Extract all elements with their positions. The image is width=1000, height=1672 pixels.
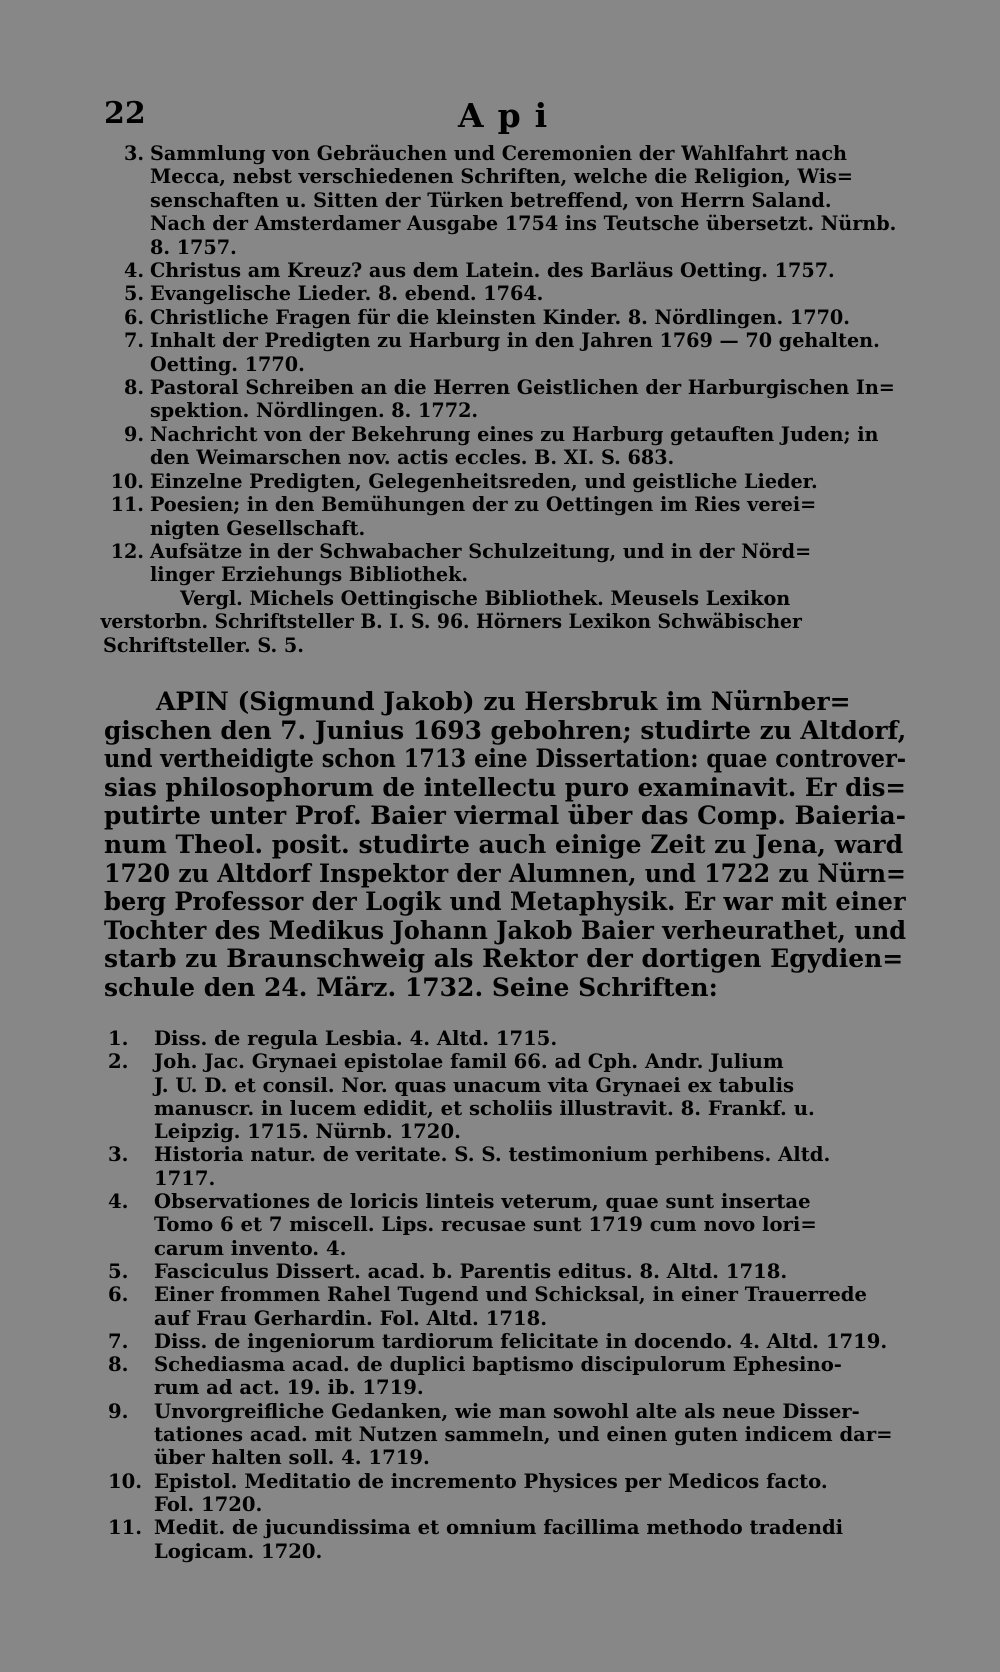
biography-line: schule den 24. März. 1732. Seine Schriften: xyxy=(104,972,718,1002)
work-number: 5. xyxy=(123,282,144,306)
work-entry xyxy=(0,1260,1000,1283)
page-header xyxy=(0,96,1000,136)
work-entry xyxy=(0,423,1000,470)
work-text-line: Joh. Jac. Grynaei epistolae famil 66. ad Cph. Andr. Julium xyxy=(154,1050,784,1074)
work-text-line: Aufsätze in der Schwabacher Schulzeitung, und in der Nörd= xyxy=(150,539,812,563)
work-text-line: Diss. de regula Lesbia. 4. Altd. 1715. xyxy=(154,1027,558,1050)
work-text-line: Diss. de ingeniorum tardiorum felicitate in docendo. 4. Altd. 1719. xyxy=(154,1329,888,1353)
work-number: 1. xyxy=(108,1027,129,1050)
work-number: 8. xyxy=(123,376,144,400)
work-entry xyxy=(0,1516,1000,1563)
work-text-line: Christliche Fragen für die kleinsten Kinder. 8. Nördlingen. 1770. xyxy=(150,305,850,329)
work-entry xyxy=(0,1190,1000,1260)
work-text-line: Nachricht von der Bekehrung eines zu Harburg getauften Juden; in xyxy=(150,422,879,446)
work-number: 11. xyxy=(110,493,144,517)
work-text-line: Mecca, nebst verschiedenen Schriften, welche die Religion, Wis= xyxy=(150,165,853,189)
work-text-line: Christus am Kreuz? aus dem Latein. des Barläus Oetting. 1757. xyxy=(150,259,835,283)
work-text-line: Tomo 6 et 7 miscell. Lips. recusae sunt 1719 cum novo lori= xyxy=(154,1213,817,1237)
work-text-line: Leipzig. 1715. Nürnb. 1720. xyxy=(154,1120,461,1144)
work-text-line: Logicam. 1720. xyxy=(154,1539,323,1563)
work-text-line: auf Frau Gerhardin. Fol. Altd. 1718. xyxy=(154,1306,548,1330)
work-entry xyxy=(0,306,1000,329)
work-text-line: Sammlung von Gebräuchen und Ceremonien der Wahlfahrt nach xyxy=(150,142,847,165)
works-list-second xyxy=(0,1027,1000,1563)
work-text-line: Epistol. Meditatio de incremento Physices per Medicos facto. xyxy=(154,1469,828,1493)
work-text-line: Medit. de jucundissima et omnium facillima methodo tradendi xyxy=(154,1516,844,1540)
biography-line: starb zu Braunschweig als Rektor der dortigen Egydien= xyxy=(104,944,904,974)
work-number: 6. xyxy=(108,1283,129,1307)
work-entry xyxy=(0,1400,1000,1470)
work-number: 8. xyxy=(108,1353,129,1377)
work-text-line: carum invento. 4. xyxy=(154,1236,347,1260)
work-number: 7. xyxy=(108,1329,129,1353)
work-number: 2. xyxy=(108,1050,129,1074)
work-entry xyxy=(0,1143,1000,1190)
work-text-line: Evangelische Lieder. 8. ebend. 1764. xyxy=(150,282,544,306)
work-entry xyxy=(0,1353,1000,1400)
work-text-line: Inhalt der Predigten zu Harburg in den Jahren 1769 — 70 gehalten. xyxy=(150,329,880,353)
work-text-line: Fol. 1720. xyxy=(154,1492,263,1516)
work-entry xyxy=(0,1283,1000,1330)
work-text-line: 1717. xyxy=(154,1166,216,1190)
work-entry xyxy=(0,1050,1000,1143)
work-number: 5. xyxy=(108,1259,129,1283)
work-number: 10. xyxy=(110,469,144,493)
work-text-line: linger Erziehungs Bibliothek. xyxy=(150,563,469,587)
work-text-line: spektion. Nördlingen. 8. 1772. xyxy=(150,399,479,423)
reference-line: verstorbn. Schriftsteller B. I. S. 96. Hörners Lexikon Schwäbischer xyxy=(100,610,802,634)
work-text-line: über halten soll. 4. 1719. xyxy=(154,1446,430,1470)
work-number: 6. xyxy=(123,305,144,329)
work-entry xyxy=(0,259,1000,282)
work-text-line: Fasciculus Dissert. acad. b. Parentis editus. 8. Altd. 1718. xyxy=(154,1259,788,1283)
work-entry xyxy=(0,1470,1000,1517)
work-number: 4. xyxy=(123,259,144,283)
work-entry xyxy=(0,1027,1000,1050)
work-text-line: tationes acad. mit Nutzen sammeln, und einen guten indicem dar= xyxy=(154,1423,893,1447)
work-number: 4. xyxy=(108,1190,129,1214)
biography-apin xyxy=(104,687,907,1003)
biography-line: berg Professor der Logik und Metaphysik. Er war mit einer xyxy=(104,887,906,917)
running-title: Api xyxy=(458,96,562,135)
work-text-line: J. U. D. et consil. Nor. quas unacum vita Grynaei ex tabulis xyxy=(154,1073,795,1097)
work-entry xyxy=(0,376,1000,423)
work-number: 9. xyxy=(108,1399,129,1423)
work-number: 11. xyxy=(108,1516,143,1540)
work-text-line: nigten Gesellschaft. xyxy=(150,516,366,540)
work-text-line: Oetting. 1770. xyxy=(150,352,305,376)
page-number: 22 xyxy=(104,96,146,131)
work-number: 3. xyxy=(108,1143,129,1167)
work-text-line: Schediasma acad. de duplici baptismo discipulorum Ephesino- xyxy=(154,1353,842,1377)
biography-lead-line: APIN (Sigmund Jakob) zu Hersbruk im Nürnber= xyxy=(156,687,851,716)
work-text-line: Einer frommen Rahel Tugend und Schicksal, in einer Trauerrede xyxy=(154,1283,867,1307)
work-text-line: manuscr. in lucem edidit, et scholiis illustravit. 8. Frankf. u. xyxy=(154,1096,815,1120)
work-number: 10. xyxy=(108,1469,143,1493)
work-number: 3. xyxy=(123,142,144,165)
work-text-line: Poesien; in den Bemühungen der zu Oettingen im Ries verei= xyxy=(150,493,817,517)
work-number: 7. xyxy=(123,329,144,353)
work-text-line: rum ad act. 19. ib. 1719. xyxy=(154,1376,424,1400)
biography-line: num Theol. posit. studirte auch einige Zeit zu Jena, ward xyxy=(104,829,904,859)
references-paragraph xyxy=(0,587,1000,657)
work-number: 9. xyxy=(123,422,144,446)
work-text-line: Unvorgreifliche Gedanken, wie man sowohl alte als neue Disser- xyxy=(154,1399,860,1423)
work-entry xyxy=(0,470,1000,493)
work-entry xyxy=(0,282,1000,305)
work-entry xyxy=(0,540,1000,587)
work-entry xyxy=(0,142,1000,259)
works-list-first xyxy=(0,142,1000,657)
work-text-line: Einzelne Predigten, Gelegenheitsreden, und geistliche Lieder. xyxy=(150,469,818,493)
work-text-line: 8. 1757. xyxy=(150,235,237,259)
reference-line: Schriftsteller. S. 5. xyxy=(103,633,304,657)
work-entry xyxy=(0,493,1000,540)
biography-line: gischen den 7. Junius 1693 gebohren; studirte zu Altdorf, xyxy=(104,715,907,745)
reference-line: Vergl. Michels Oettingische Bibliothek. Meusels Lexikon xyxy=(180,586,791,610)
biography-line: sias philosophorum de intellectu puro examinavit. Er dis= xyxy=(104,772,906,802)
work-text-line: Nach der Amsterdamer Ausgabe 1754 ins Teutsche übersetzt. Nürnb. xyxy=(150,212,897,236)
biography-line: 1720 zu Altdorf Inspektor der Alumnen, und 1722 zu Nürn= xyxy=(104,858,906,888)
work-number: 12. xyxy=(110,539,144,563)
work-text-line: den Weimarschen nov. actis eccles. B. XI. S. 683. xyxy=(150,446,675,470)
work-text-line: Pastoral Schreiben an die Herren Geistlichen der Harburgischen In= xyxy=(150,376,895,400)
biography-line: putirte unter Prof. Baier viermal über das Comp. Baieria- xyxy=(104,801,906,831)
work-entry xyxy=(0,1330,1000,1353)
work-entry xyxy=(0,329,1000,376)
work-text-line: Historia natur. de veritate. S. S. testimonium perhibens. Altd. xyxy=(154,1143,831,1167)
biography-line: Tochter des Medikus Johann Jakob Baier verheurathet, und xyxy=(104,915,906,945)
work-text-line: Observationes de loricis linteis veterum, quae sunt insertae xyxy=(154,1190,811,1214)
biography-line: und vertheidigte schon 1713 eine Dissertation: quae controver- xyxy=(104,744,907,774)
work-text-line: senschaften u. Sitten der Türken betreffend, von Herrn Saland. xyxy=(150,188,832,212)
